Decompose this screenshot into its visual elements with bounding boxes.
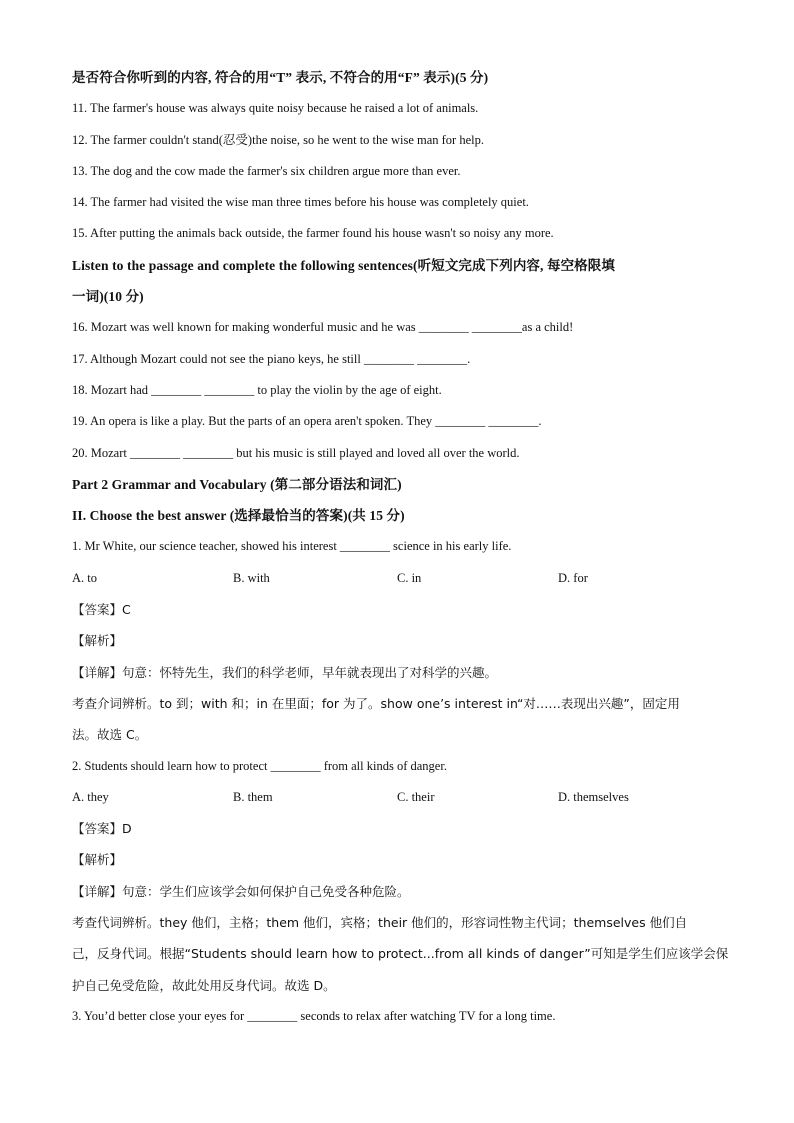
question-2-detail-1: 【详解】句意：学生们应该学会如何保护自己免受各种危险。	[72, 883, 410, 899]
part2-heading: Part 2 Grammar and Vocabulary (第二部分语法和词汇)	[72, 476, 402, 492]
question-2-option-a: A. they	[72, 789, 109, 804]
question-2-option-d: D. themselves	[558, 789, 629, 804]
listen-section-heading-line1: Listen to the passage and complete the following sentences(听短文完成下列内容, 每空格限填	[72, 257, 615, 273]
answer-label: 【答案】	[72, 821, 123, 837]
question-1-detail-1: 【详解】句意：怀特先生，我们的科学老师，早年就表现出了对科学的兴趣。	[72, 664, 498, 680]
question-1-options	[72, 563, 732, 594]
question-2-analysis-label: 【解析】	[72, 852, 123, 868]
answer-value: D	[122, 821, 132, 837]
question-2-options	[72, 782, 732, 813]
question-2-detail-2: 考查代词辨析。they 他们，主格；them 他们，宾格；their 他们的，形容词性物主代词；themselves 他们自	[72, 915, 688, 931]
question-1-analysis-label: 【解析】	[72, 633, 123, 649]
document-page	[72, 62, 732, 1032]
tf-item-14: 14. The farmer had visited the wise man three times before his house was completely quiet.	[72, 195, 529, 210]
tf-item-13: 13. The dog and the cow made the farmer's six children argue more than ever.	[72, 163, 461, 178]
question-1-stem: 1. Mr White, our science teacher, showed his interest ________ science in his early life.	[72, 539, 512, 554]
tf-item-11: 11. The farmer's house was always quite noisy because he raised a lot of animals.	[72, 101, 479, 116]
question-2-detail-3: 己，反身代词。根据“Students should learn how to protect...from all kinds of danger”可知是学生们应该学会保	[72, 946, 729, 962]
question-1-option-d: D. for	[558, 570, 588, 585]
question-1-detail-3: 法。故选 C。	[72, 727, 148, 743]
listen-item-16: 16. Mozart was well known for making wonderful music and he was ________ ________as a child!	[72, 320, 574, 335]
answer-value: C	[122, 602, 131, 618]
listen-item-18: 18. Mozart had ________ ________ to play the violin by the age of eight.	[72, 382, 442, 397]
listen-item-20: 20. Mozart ________ ________ but his music is still played and loved all over the world.	[72, 445, 520, 460]
question-1-option-a: A. to	[72, 570, 97, 585]
question-1-option-c: C. in	[397, 570, 422, 585]
question-2-detail-4: 护自己免受危险，故此处用反身代词。故选 D。	[72, 977, 336, 993]
question-2-answer	[72, 813, 732, 844]
listen-section-heading-line2: 一词)(10 分)	[72, 289, 144, 305]
listen-item-17: 17. Although Mozart could not see the piano keys, he still ________ ________.	[72, 351, 471, 366]
question-2-stem: 2. Students should learn how to protect ________ from all kinds of danger.	[72, 758, 447, 773]
question-2-option-b: B. them	[233, 789, 273, 804]
question-1-answer	[72, 594, 732, 625]
answer-label: 【答案】	[72, 602, 123, 618]
tf-item-12: 12. The farmer couldn't stand(忍受)the noise, so he went to the wise man for help.	[72, 132, 484, 147]
tf-section-heading: 是否符合你听到的内容, 符合的用“T” 表示, 不符合的用“F” 表示)(5 分)	[72, 70, 489, 85]
question-3-stem: 3. You’d better close your eyes for ________ seconds to relax after watching TV for a long time.	[72, 1008, 556, 1023]
listen-item-19: 19. An opera is like a play. But the parts of an opera aren't spoken. They ________ ________.	[72, 414, 542, 429]
question-1-option-b: B. with	[233, 570, 270, 585]
question-2-option-c: C. their	[397, 789, 435, 804]
question-1-detail-2: 考查介词辨析。to 到；with 和；in 在里面；for 为了。show one’s interest in“对……表现出兴趣”，固定用	[72, 695, 680, 711]
part2-subheading: II. Choose the best answer (选择最恰当的答案)(共 15 分)	[72, 508, 405, 524]
tf-item-15: 15. After putting the animals back outside, the farmer found his house wasn't so noisy any more.	[72, 226, 554, 241]
